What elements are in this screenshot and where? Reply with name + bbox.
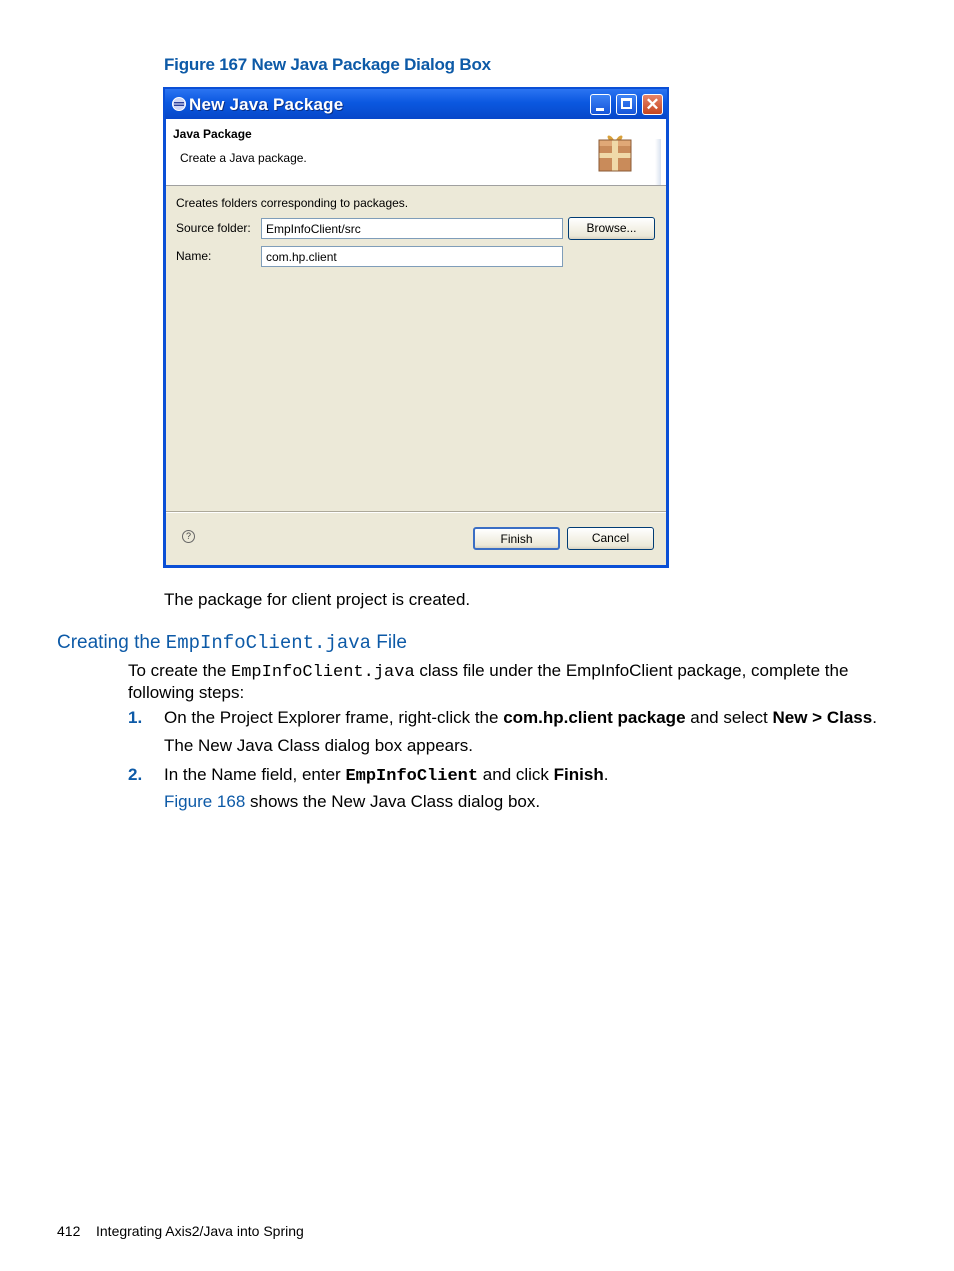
finish-button[interactable]: Finish [473, 527, 560, 550]
maximize-button[interactable] [616, 94, 637, 115]
source-folder-label: Source folder: [176, 221, 251, 235]
step-2-result: Figure 168 shows the New Java Class dialog box. [164, 792, 541, 811]
step-2-code: EmpInfoClient [345, 767, 479, 786]
maximize-icon [621, 98, 632, 109]
name-input[interactable]: com.hp.client [261, 246, 563, 267]
section-heading-code: EmpInfoClient.java [165, 632, 372, 654]
dialog-footer [166, 513, 666, 565]
browse-button[interactable]: Browse... [568, 217, 655, 240]
page-number: 412 [57, 1223, 81, 1239]
header-stripe [655, 139, 661, 185]
figure-caption: Figure 167 New Java Package Dialog Box [164, 55, 491, 74]
header-title: Java Package [173, 127, 252, 141]
intro-line-2: following steps: [128, 683, 245, 702]
new-java-package-dialog [163, 87, 669, 568]
after-figure-text: The package for client project is created. [164, 590, 471, 609]
header-description: Create a Java package. [180, 151, 307, 165]
eclipse-icon [171, 96, 187, 112]
intro-code: EmpInfoClient.java [231, 663, 415, 682]
step-1-text: On the Project Explorer frame, right-click the com.hp.client package and select New > Class. [164, 708, 877, 727]
section-heading: Creating the EmpInfoClient.java File [57, 632, 407, 654]
help-icon[interactable]: ? [182, 530, 195, 543]
intro-text: Creates folders corresponding to packages. [176, 196, 409, 210]
step-2-text: In the Name field, enter EmpInfoClient and click Finish. [164, 765, 609, 786]
package-box-icon [596, 131, 634, 173]
step-1-number: 1. [128, 708, 143, 727]
minimize-icon [596, 108, 604, 111]
chapter-title: Integrating Axis2/Java into Spring [96, 1223, 304, 1239]
dialog-titlebar[interactable] [165, 89, 667, 119]
dialog-header [166, 119, 666, 186]
step-1-result: The New Java Class dialog box appears. [164, 736, 473, 755]
intro-line-1: To create the EmpInfoClient.java class file under the EmpInfoClient package, complete the [128, 661, 849, 682]
figure-168-link[interactable]: Figure 168 [164, 792, 246, 811]
cancel-button[interactable]: Cancel [567, 527, 654, 550]
dialog-body [166, 186, 666, 511]
name-label: Name: [176, 249, 212, 263]
dialog-title: New Java Package [189, 95, 344, 114]
close-button[interactable] [642, 94, 663, 115]
close-icon: ✕ [645, 95, 660, 114]
minimize-button[interactable] [590, 94, 611, 115]
step-2-number: 2. [128, 765, 143, 784]
source-folder-input[interactable]: EmpInfoClient/src [261, 218, 563, 239]
